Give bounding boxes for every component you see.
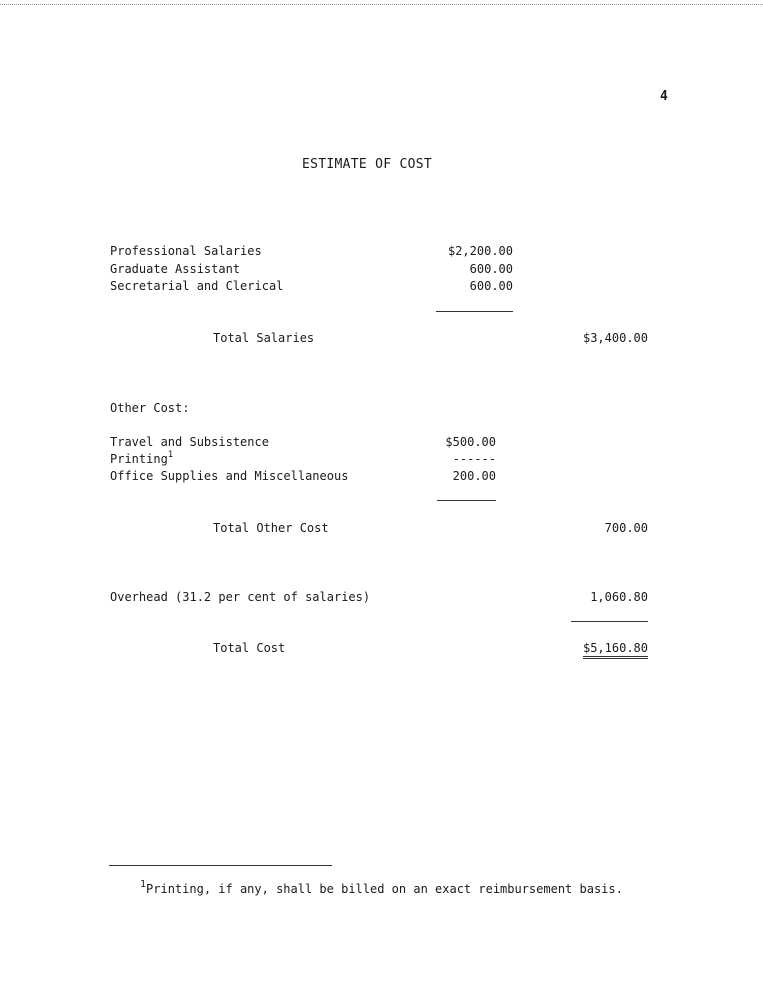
other-item-amount: $500.00 xyxy=(445,435,496,449)
page-top-edge xyxy=(0,4,763,5)
other-item-label: Printing xyxy=(110,452,168,466)
footnote-mark: 1 xyxy=(140,879,147,890)
other-item-printing xyxy=(110,452,173,466)
salary-item-label: Graduate Assistant xyxy=(110,262,241,276)
salary-item-label: Professional Salaries xyxy=(110,244,262,258)
page-number: 4 xyxy=(660,89,668,104)
subtotal-rule xyxy=(437,500,496,501)
total-other-cost-amount: 700.00 xyxy=(604,521,648,535)
footnote xyxy=(140,879,623,896)
total-cost-label: Total Cost xyxy=(213,641,286,655)
page-title: ESTIMATE OF COST xyxy=(302,157,433,172)
total-other-cost-label: Total Other Cost xyxy=(213,521,329,535)
overhead-amount: 1,060.80 xyxy=(590,590,648,604)
total-salaries-label: Total Salaries xyxy=(213,331,315,345)
footnote-text: Printing, if any, shall be billed on an exact reimbursement basis. xyxy=(146,882,623,896)
salary-item-label: Secretarial and Clerical xyxy=(110,279,284,293)
footnote-mark: 1 xyxy=(167,450,174,460)
subtotal-rule xyxy=(436,311,513,312)
total-salaries-amount: $3,400.00 xyxy=(582,331,648,345)
salary-item-amount: $2,200.00 xyxy=(447,244,513,258)
other-item-label: Office Supplies and Miscellaneous xyxy=(110,469,349,483)
overhead-label: Overhead (31.2 per cent of salaries) xyxy=(110,590,371,604)
total-rule xyxy=(571,621,648,622)
salary-item-amount: 600.00 xyxy=(469,279,513,293)
salary-item-amount: 600.00 xyxy=(469,262,513,276)
total-cost-amount-cell xyxy=(548,641,648,655)
other-item-label: Travel and Subsistence xyxy=(110,435,269,449)
footnote-separator xyxy=(109,865,332,866)
total-cost-amount: $5,160.80 xyxy=(583,641,648,659)
other-item-amount: ------ xyxy=(452,452,496,466)
other-item-amount: 200.00 xyxy=(452,469,496,483)
other-cost-heading: Other Cost: xyxy=(110,401,190,415)
